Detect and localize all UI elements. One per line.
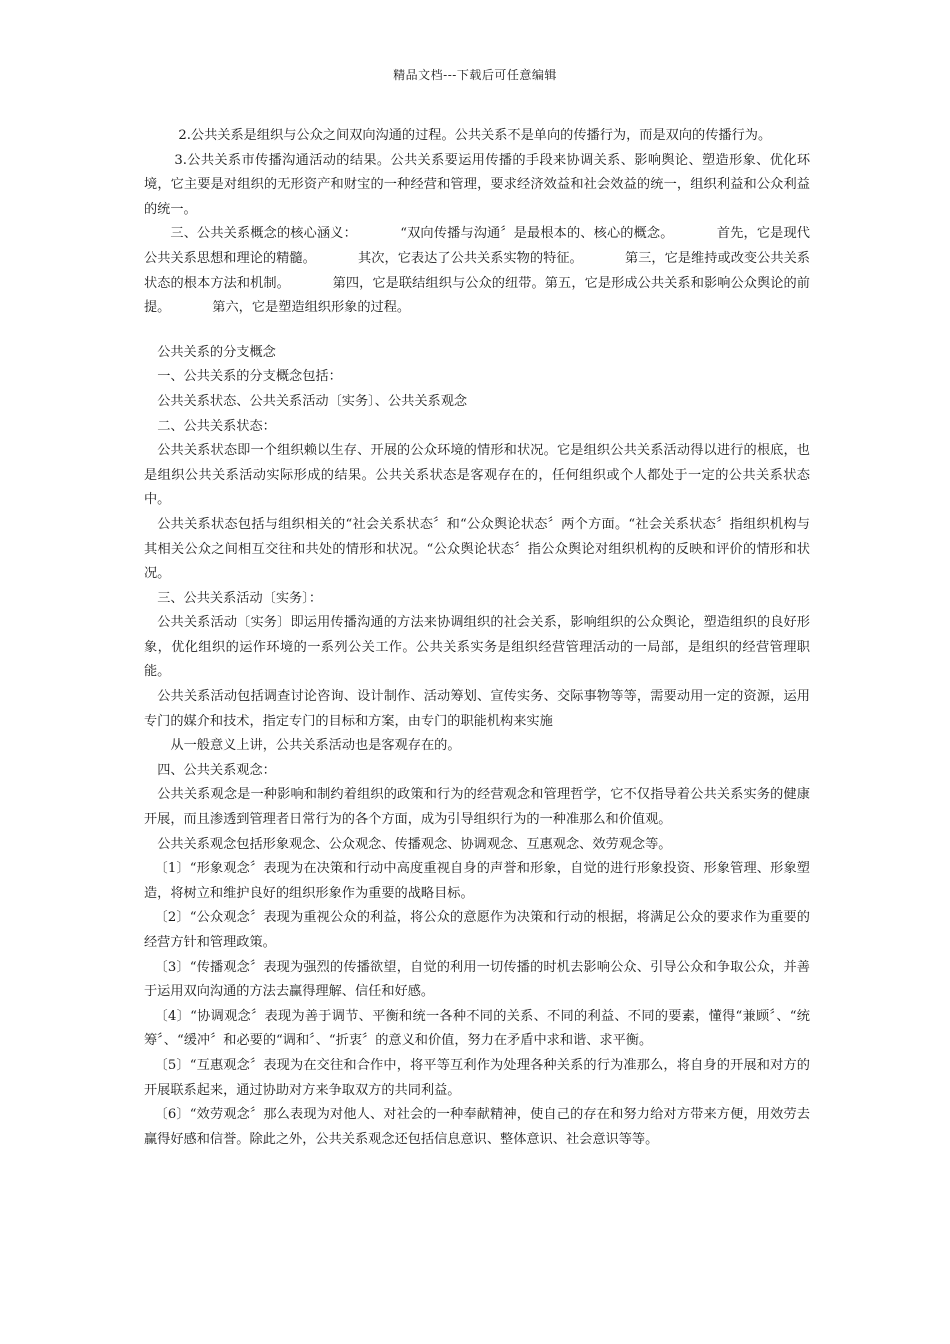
paragraph-pr-activity-includes: 公共关系活动包括调查讨论咨询、设计制作、活动筹划、宣传实务、交际事物等等，需要动用一定的资源，运用专门的媒介和技术，指定专门的目标和方案，由专门的职能机构来实施 (144, 689, 810, 729)
paragraph-communication-result: 3.公共关系市传播沟通活动的结果。公共关系要运用传播的手段来协调关系、影响舆论、塑造形象、优化环境，它主要是对组织的无形资产和财宝的一种经营和管理，要求经济效益和社会效益的统一，组织利益和公众利益的统一。 (144, 152, 810, 217)
paragraph-pr-activity-definition: 公共关系活动〔实务〕即运用传播沟通的方法来协调组织的社会关系，影响组织的公众舆论，塑造组织的良好形象，优化组织的运作环境的一系列公关工作。公共关系实务是组织经营管理活动的一局部，是组织的经营管理职能。 (144, 615, 810, 680)
list-item-coordination-concept: 〔4〕“协调观念〞表现为善于调节、平衡和统一各种不同的关系、不同的利益、不同的要素，懂得“兼顾〞、“统筹〞、“缓冲〞和必要的“调和〞、“折衷〞的意义和价值，努力在矛盾中求和谐、求平衡。 (144, 1008, 810, 1049)
list-item-communication-concept: 〔3〕“传播观念〞表现为强烈的传播欲望，自觉的利用一切传播的时机去影响公众、引导公众和争取公众，并善于运用双向沟通的方法去赢得理解、信任和好感。 (144, 959, 810, 1000)
paragraph-two-way-communication: 2.公共关系是组织与公众之间双向沟通的过程。公共关系不是单向的传播行为，而是双向的传播行为。 (178, 128, 772, 143)
list-item-public-concept: 〔2〕“公众观念〞表现为重视公众的利益，将公众的意愿作为决策和行动的根据，将满足公众的要求作为重要的经营方针和管理政策。 (144, 910, 810, 950)
list-item-service-concept: 〔6〕“效劳观念〞那么表现为对他人、对社会的一种奉献精神，使自己的存在和努力给对方带来方便，用效劳去赢得好感和信誉。除此之外，公共关系观念还包括信息意识、整体意识、社会意识等等。 (144, 1107, 810, 1147)
section-title-branch-concepts: 公共关系的分支概念 (157, 344, 276, 360)
paragraph-pr-state-aspects: 公共关系状态包括与组织相关的“社会关系状态〞和“公众舆论状态〞两个方面。“社会关系状态〞指组织机构与其相关公众之间相互交往和共处的情形和状况。“公众舆论状态〞指公众舆论对组织机构的反映和评价的情形和状况。 (144, 516, 810, 582)
heading-pr-state: 二、公共关系状态： (157, 418, 276, 434)
heading-pr-concept: 四、公共关系观念： (157, 762, 276, 778)
document-body (144, 124, 810, 1152)
list-item-image-concept: 〔1〕“形象观念〞表现为在决策和行动中高度重视自身的声誉和形象，自觉的进行形象投资、形象管理、形象塑造，将树立和维护良好的组织形象作为重要的战略目标。 (144, 861, 810, 901)
paragraph-pr-activity-objective: 从一般意义上讲，公共关系活动也是客观存在的。 (170, 738, 461, 754)
paragraph-core-meaning: 三、公共关系概念的核心涵义： “双向传播与沟通〞是最根本的、核心的概念。 首先，它是现代公共关系思想和理论的精髓。 其次，它表达了公共关系实物的特征。 第三，它是维持或改变公共关系状态的根本方法和机制。 第四，它是联结组织与公众的纽带。第五，它是形成公共关系和影响公众舆论的前提。 第六，它是塑造组织形象的过程。 (144, 226, 810, 316)
heading-pr-activity: 三、公共关系活动〔实务〕： (157, 590, 323, 606)
paragraph-branch-concepts-list: 公共关系状态、公共关系活动〔实务〕、公共关系观念 (157, 393, 468, 409)
paragraph-pr-concept-definition: 公共关系观念是一种影响和制约着组织的政策和行为的经营观念和管理哲学，它不仅指导着公共关系实务的健康开展，而且渗透到管理者日常行为的各个方面，成为引导组织行为的一种准那么和价值观。 (144, 787, 810, 828)
paragraph-pr-concept-list: 公共关系观念包括形象观念、公众观念、传播观念、协调观念、互惠观念、效劳观念等。 (157, 836, 672, 852)
list-item-reciprocity-concept: 〔5〕“互惠观念〞表现为在交往和合作中，将平等互利作为处理各种关系的行为准那么，将自身的开展和对方的开展联系起来，通过协助对方来争取双方的共同利益。 (144, 1057, 810, 1098)
page-header: 精品文档---下载后可任意编辑 (393, 68, 557, 82)
heading-branch-concepts-include: 一、公共关系的分支概念包括： (157, 369, 342, 385)
paragraph-pr-state-definition: 公共关系状态即一个组织赖以生存、开展的公众环境的情形和状况。它是组织公共关系活动得以进行的根底，也是组织公共关系活动实际形成的结果。公共关系状态是客观存在的，任何组织或个人都处于一定的公共关系状态中。 (144, 443, 810, 508)
